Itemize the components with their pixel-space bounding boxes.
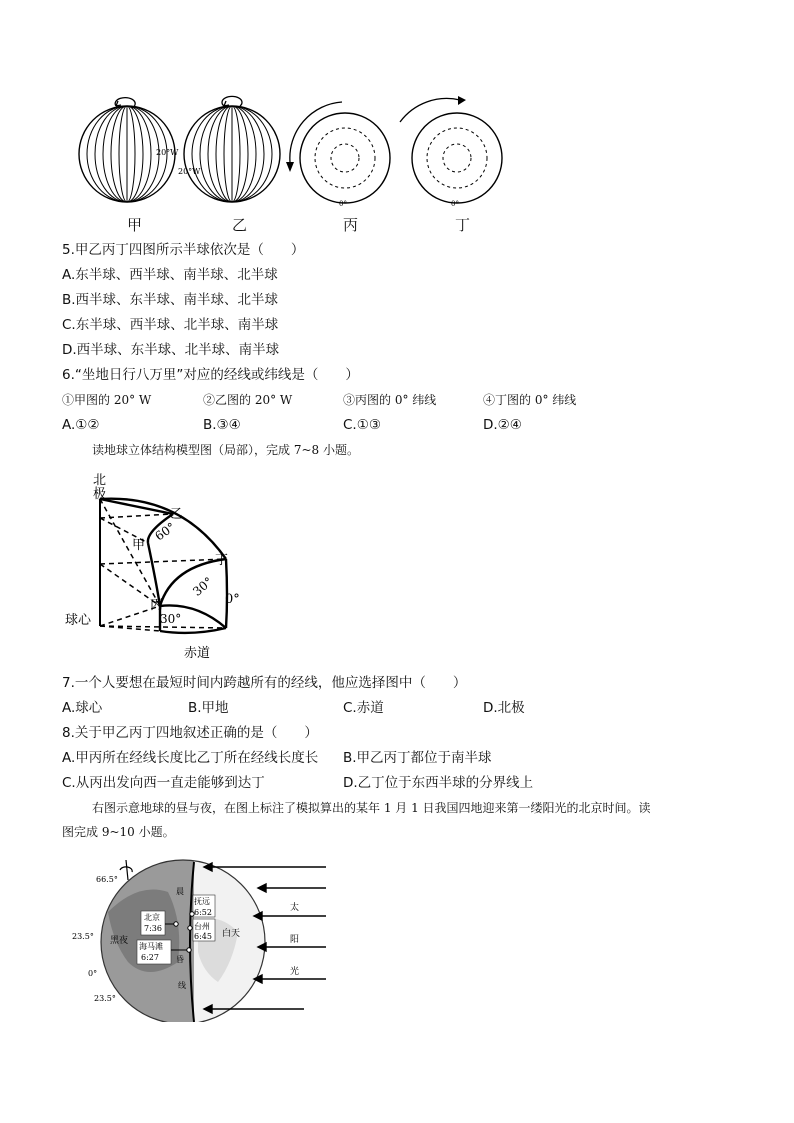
svg-text:0°: 0° xyxy=(339,200,347,208)
q7-option-d[interactable]: D.北极 xyxy=(483,700,525,716)
q6-item-2: ②乙图的 20° W xyxy=(203,393,293,407)
svg-text:丁: 丁 xyxy=(215,553,229,568)
globe-bing xyxy=(286,102,390,208)
q6-item-1: ①甲图的 20° W xyxy=(62,393,152,407)
caption-bing: 丙 xyxy=(343,216,359,234)
svg-text:甲: 甲 xyxy=(132,538,146,553)
svg-text:0°: 0° xyxy=(451,200,459,208)
q8-option-c[interactable]: C.从丙出发向西一直走能够到达丁 xyxy=(62,775,265,791)
earth-model-figure xyxy=(60,466,260,666)
globe-yi xyxy=(178,96,280,202)
hemispheres-figure xyxy=(70,92,510,212)
q6-option-b[interactable]: B.③④ xyxy=(203,417,241,433)
q6-item-3: ③丙图的 0° 纬线 xyxy=(343,393,437,407)
q8-option-d[interactable]: D.乙丁位于东西半球的分界线上 xyxy=(343,775,534,791)
svg-text:23.5°: 23.5° xyxy=(94,994,116,1003)
q6-stem: 6.“坐地日行八万里”对应的经线或纬线是（ ） xyxy=(62,367,359,383)
svg-text:30°: 30° xyxy=(190,574,216,599)
svg-text:乙: 乙 xyxy=(170,507,184,522)
svg-text:6:27: 6:27 xyxy=(141,953,159,962)
svg-text:晨: 晨 xyxy=(176,887,184,896)
svg-text:极: 极 xyxy=(93,487,107,502)
svg-text:线: 线 xyxy=(178,981,186,990)
q8-option-b[interactable]: B.甲乙丙丁都位于南半球 xyxy=(343,750,492,766)
q8-stem: 8.关于甲乙丙丁四地叙述正确的是（ ） xyxy=(62,725,318,741)
q7-stem: 7.一个人要想在最短时间内跨越所有的经线，他应选择图中（ ） xyxy=(62,675,467,691)
q7-option-c[interactable]: C.赤道 xyxy=(343,700,384,716)
q5-option-b[interactable]: B.西半球、东半球、南半球、北半球 xyxy=(62,292,279,308)
svg-text:白天: 白天 xyxy=(222,929,241,939)
q6-option-a[interactable]: A.①② xyxy=(62,417,100,433)
caption-jia: 甲 xyxy=(127,216,143,234)
svg-text:赤道: 赤道 xyxy=(184,646,211,661)
svg-text:66.5°: 66.5° xyxy=(96,875,118,884)
q7-option-a[interactable]: A.球心 xyxy=(62,700,103,716)
q6-option-d[interactable]: D.②④ xyxy=(483,417,522,433)
svg-text:6:45: 6:45 xyxy=(194,932,212,941)
svg-text:7:36: 7:36 xyxy=(144,924,162,933)
svg-text:黑夜: 黑夜 xyxy=(110,936,129,946)
q5-stem: 5.甲乙丙丁四图所示半球依次是（ ） xyxy=(62,242,305,258)
svg-text:30°: 30° xyxy=(160,612,182,626)
svg-text:昏: 昏 xyxy=(176,955,184,964)
caption-ding: 丁 xyxy=(455,216,471,234)
intro-7-8: 读地球立体结构模型图（局部），完成 7~8 小题。 xyxy=(92,443,359,457)
day-night-figure xyxy=(68,852,338,1022)
svg-text:北京: 北京 xyxy=(144,913,160,922)
svg-text:0°: 0° xyxy=(88,969,98,978)
svg-text:23.5°: 23.5° xyxy=(72,932,94,941)
svg-text:北: 北 xyxy=(93,473,107,488)
svg-text:0°: 0° xyxy=(225,592,240,607)
svg-text:台州: 台州 xyxy=(194,922,210,931)
svg-text:20°W: 20°W xyxy=(156,148,179,157)
q6-item-4: ④丁图的 0° 纬线 xyxy=(483,393,577,407)
q8-option-a[interactable]: A.甲丙所在经线长度比乙丁所在经线长度长 xyxy=(62,750,319,766)
svg-text:光: 光 xyxy=(290,967,300,977)
svg-text:丙: 丙 xyxy=(150,598,164,613)
q5-option-d[interactable]: D.西半球、东半球、北半球、南半球 xyxy=(62,342,280,358)
q6-option-c[interactable]: C.①③ xyxy=(343,417,381,433)
svg-text:6:52: 6:52 xyxy=(194,908,212,917)
svg-text:海马滩: 海马滩 xyxy=(139,942,163,951)
svg-text:太: 太 xyxy=(290,903,300,913)
q5-option-c[interactable]: C.东半球、西半球、北半球、南半球 xyxy=(62,317,279,333)
caption-yi: 乙 xyxy=(232,216,248,234)
intro-9-10-line2: 图完成 9~10 小题。 xyxy=(62,825,175,839)
globe-jia xyxy=(79,98,179,202)
q5-option-a[interactable]: A.东半球、西半球、南半球、北半球 xyxy=(62,267,278,283)
q7-option-b[interactable]: B.甲地 xyxy=(188,700,229,716)
intro-9-10-line1: 右图示意地球的昼与夜，在图上标注了模拟算出的某年 1 月 1 日我国四地迎来第一缕阳光的北京时间。读 xyxy=(92,801,651,815)
globe-ding xyxy=(400,96,502,208)
svg-text:球心: 球心 xyxy=(65,613,92,628)
svg-text:60°: 60° xyxy=(152,519,178,544)
svg-text:20°W: 20°W xyxy=(178,167,201,176)
svg-text:抚远: 抚远 xyxy=(194,897,210,906)
svg-text:阳: 阳 xyxy=(290,935,300,945)
